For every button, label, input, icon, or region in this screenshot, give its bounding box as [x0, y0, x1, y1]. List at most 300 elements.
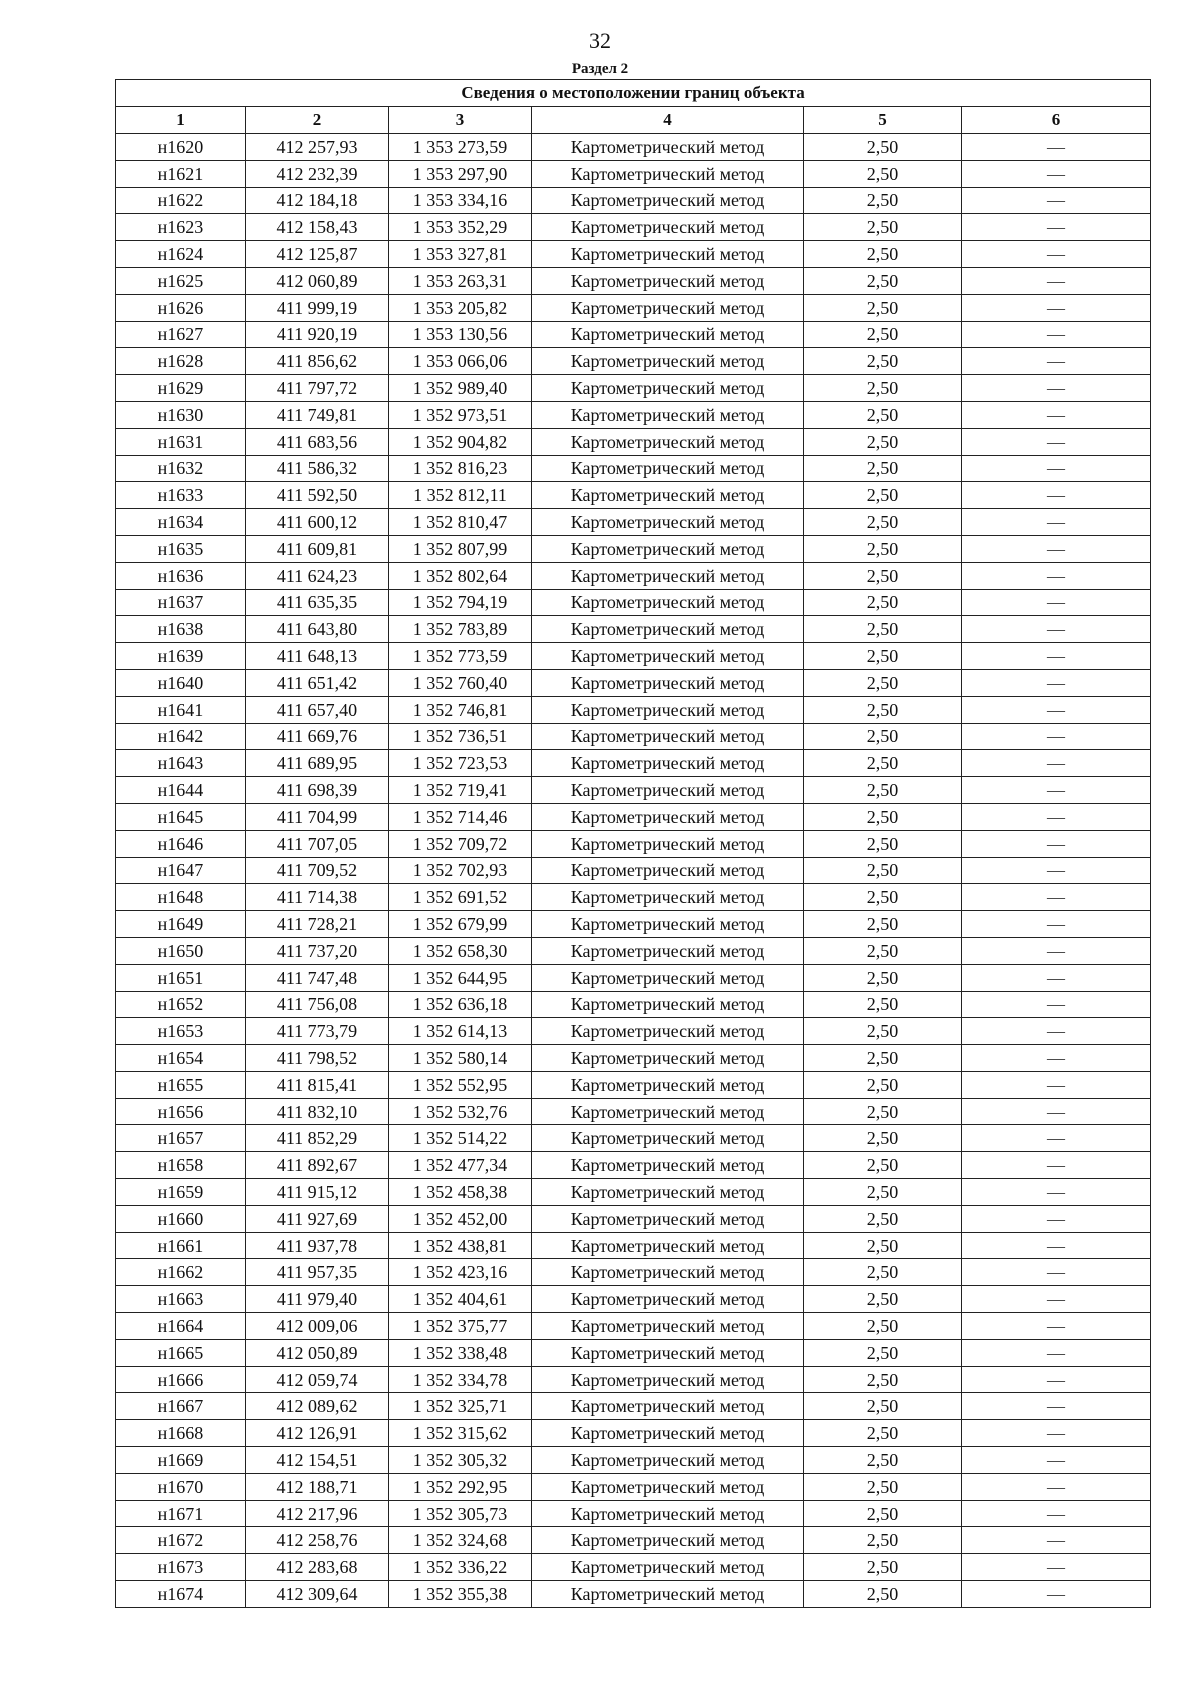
x-coordinate-cell: 411 749,81: [246, 401, 389, 428]
method-cell: Картометрический метод: [532, 1500, 804, 1527]
y-coordinate-cell: 1 353 352,29: [389, 214, 532, 241]
point-name-cell: н1666: [116, 1366, 246, 1393]
column-number: 6: [962, 107, 1151, 134]
accuracy-cell: 2,50: [804, 1473, 962, 1500]
point-name-cell: н1661: [116, 1232, 246, 1259]
y-coordinate-cell: 1 352 904,82: [389, 428, 532, 455]
method-cell: Картометрический метод: [532, 1152, 804, 1179]
x-coordinate-cell: 411 689,95: [246, 750, 389, 777]
x-coordinate-cell: 411 624,23: [246, 562, 389, 589]
method-cell: Картометрический метод: [532, 937, 804, 964]
table-row: [116, 964, 1151, 991]
y-coordinate-cell: 1 352 458,38: [389, 1179, 532, 1206]
table-row: [116, 160, 1151, 187]
column-number: 1: [116, 107, 246, 134]
description-cell: —: [962, 911, 1151, 938]
x-coordinate-cell: 411 586,32: [246, 455, 389, 482]
description-cell: —: [962, 134, 1151, 161]
method-cell: Картометрический метод: [532, 857, 804, 884]
accuracy-cell: 2,50: [804, 1366, 962, 1393]
point-name-cell: н1623: [116, 214, 246, 241]
description-cell: —: [962, 375, 1151, 402]
point-name-cell: н1640: [116, 669, 246, 696]
x-coordinate-cell: 411 920,19: [246, 321, 389, 348]
method-cell: Картометрический метод: [532, 1420, 804, 1447]
table-row: [116, 723, 1151, 750]
point-name-cell: н1673: [116, 1554, 246, 1581]
y-coordinate-cell: 1 352 477,34: [389, 1152, 532, 1179]
x-coordinate-cell: 411 999,19: [246, 294, 389, 321]
method-cell: Картометрический метод: [532, 911, 804, 938]
method-cell: Картометрический метод: [532, 616, 804, 643]
point-name-cell: н1631: [116, 428, 246, 455]
page-number: 32: [589, 28, 611, 53]
table-row: [116, 669, 1151, 696]
x-coordinate-cell: 411 709,52: [246, 857, 389, 884]
point-name-cell: н1668: [116, 1420, 246, 1447]
description-cell: —: [962, 643, 1151, 670]
description-cell: —: [962, 482, 1151, 509]
y-coordinate-cell: 1 352 305,32: [389, 1447, 532, 1474]
accuracy-cell: 2,50: [804, 589, 962, 616]
point-name-cell: н1658: [116, 1152, 246, 1179]
method-cell: Картометрический метод: [532, 241, 804, 268]
x-coordinate-cell: 411 728,21: [246, 911, 389, 938]
y-coordinate-cell: 1 352 973,51: [389, 401, 532, 428]
description-cell: —: [962, 1581, 1151, 1608]
accuracy-cell: 2,50: [804, 160, 962, 187]
table-row: [116, 241, 1151, 268]
y-coordinate-cell: 1 352 552,95: [389, 1071, 532, 1098]
accuracy-cell: 2,50: [804, 857, 962, 884]
x-coordinate-cell: 411 937,78: [246, 1232, 389, 1259]
accuracy-cell: 2,50: [804, 1447, 962, 1474]
accuracy-cell: 2,50: [804, 884, 962, 911]
accuracy-cell: 2,50: [804, 187, 962, 214]
accuracy-cell: 2,50: [804, 669, 962, 696]
table-row: [116, 1205, 1151, 1232]
description-cell: —: [962, 535, 1151, 562]
method-cell: Картометрический метод: [532, 669, 804, 696]
y-coordinate-cell: 1 352 292,95: [389, 1473, 532, 1500]
x-coordinate-cell: 412 060,89: [246, 267, 389, 294]
description-cell: —: [962, 696, 1151, 723]
point-name-cell: н1625: [116, 267, 246, 294]
description-cell: —: [962, 830, 1151, 857]
method-cell: Картометрический метод: [532, 348, 804, 375]
point-name-cell: н1636: [116, 562, 246, 589]
table-row: [116, 1447, 1151, 1474]
table-row: [116, 1232, 1151, 1259]
table-row: [116, 1527, 1151, 1554]
y-coordinate-cell: 1 352 736,51: [389, 723, 532, 750]
point-name-cell: н1648: [116, 884, 246, 911]
point-name-cell: н1630: [116, 401, 246, 428]
y-coordinate-cell: 1 353 334,16: [389, 187, 532, 214]
table-row: [116, 1045, 1151, 1072]
description-cell: —: [962, 1500, 1151, 1527]
method-cell: Картометрический метод: [532, 509, 804, 536]
y-coordinate-cell: 1 352 783,89: [389, 616, 532, 643]
point-name-cell: н1633: [116, 482, 246, 509]
x-coordinate-cell: 412 283,68: [246, 1554, 389, 1581]
table-row: [116, 911, 1151, 938]
y-coordinate-cell: 1 352 375,77: [389, 1313, 532, 1340]
accuracy-cell: 2,50: [804, 1527, 962, 1554]
point-name-cell: н1655: [116, 1071, 246, 1098]
method-cell: Картометрический метод: [532, 723, 804, 750]
table-row: [116, 1554, 1151, 1581]
y-coordinate-cell: 1 352 989,40: [389, 375, 532, 402]
method-cell: Картометрический метод: [532, 1581, 804, 1608]
x-coordinate-cell: 411 747,48: [246, 964, 389, 991]
accuracy-cell: 2,50: [804, 1045, 962, 1072]
method-cell: Картометрический метод: [532, 830, 804, 857]
point-name-cell: н1663: [116, 1286, 246, 1313]
description-cell: —: [962, 455, 1151, 482]
description-cell: —: [962, 401, 1151, 428]
y-coordinate-cell: 1 353 205,82: [389, 294, 532, 321]
description-cell: —: [962, 321, 1151, 348]
point-name-cell: н1659: [116, 1179, 246, 1206]
table-row: [116, 455, 1151, 482]
method-cell: Картометрический метод: [532, 1473, 804, 1500]
description-cell: —: [962, 1313, 1151, 1340]
point-name-cell: н1632: [116, 455, 246, 482]
accuracy-cell: 2,50: [804, 455, 962, 482]
accuracy-cell: 2,50: [804, 911, 962, 938]
y-coordinate-cell: 1 352 532,76: [389, 1098, 532, 1125]
y-coordinate-cell: 1 352 702,93: [389, 857, 532, 884]
table-row: [116, 937, 1151, 964]
method-cell: Картометрический метод: [532, 535, 804, 562]
table-row: [116, 509, 1151, 536]
table-row: [116, 777, 1151, 804]
point-name-cell: н1670: [116, 1473, 246, 1500]
x-coordinate-cell: 411 852,29: [246, 1125, 389, 1152]
method-cell: Картометрический метод: [532, 321, 804, 348]
description-cell: —: [962, 1018, 1151, 1045]
x-coordinate-cell: 412 125,87: [246, 241, 389, 268]
y-coordinate-cell: 1 353 066,06: [389, 348, 532, 375]
x-coordinate-cell: 411 698,39: [246, 777, 389, 804]
description-cell: —: [962, 1366, 1151, 1393]
table-row: [116, 1581, 1151, 1608]
point-name-cell: н1656: [116, 1098, 246, 1125]
accuracy-cell: 2,50: [804, 616, 962, 643]
table-row: [116, 1018, 1151, 1045]
description-cell: —: [962, 1179, 1151, 1206]
table-row: [116, 1473, 1151, 1500]
point-name-cell: н1626: [116, 294, 246, 321]
accuracy-cell: 2,50: [804, 991, 962, 1018]
y-coordinate-cell: 1 352 816,23: [389, 455, 532, 482]
y-coordinate-cell: 1 352 338,48: [389, 1339, 532, 1366]
point-name-cell: н1662: [116, 1259, 246, 1286]
method-cell: Картометрический метод: [532, 294, 804, 321]
table-caption: Сведения о местоположении границ объекта: [116, 80, 1151, 107]
description-cell: —: [962, 562, 1151, 589]
table-row: [116, 1366, 1151, 1393]
accuracy-cell: 2,50: [804, 401, 962, 428]
table-row: [116, 214, 1151, 241]
method-cell: Картометрический метод: [532, 1554, 804, 1581]
x-coordinate-cell: 411 635,35: [246, 589, 389, 616]
section-title: Раздел 2: [571, 61, 629, 77]
x-coordinate-cell: 411 600,12: [246, 509, 389, 536]
table-row: [116, 187, 1151, 214]
x-coordinate-cell: 411 832,10: [246, 1098, 389, 1125]
accuracy-cell: 2,50: [804, 294, 962, 321]
point-name-cell: н1653: [116, 1018, 246, 1045]
y-coordinate-cell: 1 352 773,59: [389, 643, 532, 670]
point-name-cell: н1671: [116, 1500, 246, 1527]
method-cell: Картометрический метод: [532, 1125, 804, 1152]
table-row: [116, 1098, 1151, 1125]
table-row: [116, 134, 1151, 161]
method-cell: Картометрический метод: [532, 187, 804, 214]
table-row: [116, 803, 1151, 830]
table-row: [116, 267, 1151, 294]
column-number: 3: [389, 107, 532, 134]
method-cell: Картометрический метод: [532, 696, 804, 723]
y-coordinate-cell: 1 352 452,00: [389, 1205, 532, 1232]
table-row: [116, 401, 1151, 428]
accuracy-cell: 2,50: [804, 1098, 962, 1125]
method-cell: Картометрический метод: [532, 991, 804, 1018]
description-cell: —: [962, 1071, 1151, 1098]
x-coordinate-cell: 411 609,81: [246, 535, 389, 562]
x-coordinate-cell: 412 232,39: [246, 160, 389, 187]
method-cell: Картометрический метод: [532, 1179, 804, 1206]
y-coordinate-cell: 1 352 355,38: [389, 1581, 532, 1608]
table-row: [116, 750, 1151, 777]
table-row: [116, 535, 1151, 562]
point-name-cell: н1665: [116, 1339, 246, 1366]
point-name-cell: н1644: [116, 777, 246, 804]
description-cell: —: [962, 857, 1151, 884]
y-coordinate-cell: 1 352 794,19: [389, 589, 532, 616]
description-cell: —: [962, 1232, 1151, 1259]
description-cell: —: [962, 884, 1151, 911]
y-coordinate-cell: 1 352 438,81: [389, 1232, 532, 1259]
point-name-cell: н1620: [116, 134, 246, 161]
table-row: [116, 482, 1151, 509]
x-coordinate-cell: 411 815,41: [246, 1071, 389, 1098]
method-cell: Картометрический метод: [532, 1018, 804, 1045]
table-row: [116, 321, 1151, 348]
y-coordinate-cell: 1 352 636,18: [389, 991, 532, 1018]
point-name-cell: н1624: [116, 241, 246, 268]
y-coordinate-cell: 1 352 658,30: [389, 937, 532, 964]
y-coordinate-cell: 1 353 273,59: [389, 134, 532, 161]
x-coordinate-cell: 412 154,51: [246, 1447, 389, 1474]
method-cell: Картометрический метод: [532, 777, 804, 804]
method-cell: Картометрический метод: [532, 455, 804, 482]
x-coordinate-cell: 411 714,38: [246, 884, 389, 911]
point-name-cell: н1635: [116, 535, 246, 562]
accuracy-cell: 2,50: [804, 830, 962, 857]
point-name-cell: н1641: [116, 696, 246, 723]
description-cell: —: [962, 1447, 1151, 1474]
accuracy-cell: 2,50: [804, 643, 962, 670]
point-name-cell: н1637: [116, 589, 246, 616]
point-name-cell: н1669: [116, 1447, 246, 1474]
description-cell: —: [962, 777, 1151, 804]
method-cell: Картометрический метод: [532, 1232, 804, 1259]
accuracy-cell: 2,50: [804, 267, 962, 294]
x-coordinate-cell: 411 797,72: [246, 375, 389, 402]
point-name-cell: н1642: [116, 723, 246, 750]
description-cell: —: [962, 509, 1151, 536]
method-cell: Картометрический метод: [532, 1527, 804, 1554]
table-row: [116, 830, 1151, 857]
table-row: [116, 1393, 1151, 1420]
accuracy-cell: 2,50: [804, 134, 962, 161]
point-name-cell: н1629: [116, 375, 246, 402]
accuracy-cell: 2,50: [804, 1286, 962, 1313]
x-coordinate-cell: 411 643,80: [246, 616, 389, 643]
method-cell: Картометрический метод: [532, 1447, 804, 1474]
table-row: [116, 616, 1151, 643]
method-cell: Картометрический метод: [532, 643, 804, 670]
boundary-points-table: [115, 79, 1151, 1608]
table-row: [116, 991, 1151, 1018]
table-row: [116, 1313, 1151, 1340]
method-cell: Картометрический метод: [532, 428, 804, 455]
y-coordinate-cell: 1 352 723,53: [389, 750, 532, 777]
method-cell: Картометрический метод: [532, 375, 804, 402]
y-coordinate-cell: 1 353 263,31: [389, 267, 532, 294]
table-row: [116, 1179, 1151, 1206]
x-coordinate-cell: 411 657,40: [246, 696, 389, 723]
point-name-cell: н1654: [116, 1045, 246, 1072]
method-cell: Картометрический метод: [532, 1071, 804, 1098]
point-name-cell: н1657: [116, 1125, 246, 1152]
column-number: 2: [246, 107, 389, 134]
accuracy-cell: 2,50: [804, 1339, 962, 1366]
accuracy-cell: 2,50: [804, 562, 962, 589]
description-cell: —: [962, 428, 1151, 455]
x-coordinate-cell: 412 309,64: [246, 1581, 389, 1608]
description-cell: —: [962, 750, 1151, 777]
x-coordinate-cell: 411 592,50: [246, 482, 389, 509]
y-coordinate-cell: 1 352 404,61: [389, 1286, 532, 1313]
y-coordinate-cell: 1 352 644,95: [389, 964, 532, 991]
accuracy-cell: 2,50: [804, 535, 962, 562]
description-cell: —: [962, 1205, 1151, 1232]
x-coordinate-cell: 411 856,62: [246, 348, 389, 375]
description-cell: —: [962, 1259, 1151, 1286]
x-coordinate-cell: 411 704,99: [246, 803, 389, 830]
point-name-cell: н1647: [116, 857, 246, 884]
y-coordinate-cell: 1 352 719,41: [389, 777, 532, 804]
y-coordinate-cell: 1 352 810,47: [389, 509, 532, 536]
x-coordinate-cell: 412 158,43: [246, 214, 389, 241]
accuracy-cell: 2,50: [804, 1232, 962, 1259]
description-cell: —: [962, 1527, 1151, 1554]
table-caption-row: [116, 80, 1151, 107]
x-coordinate-cell: 412 059,74: [246, 1366, 389, 1393]
point-name-cell: н1645: [116, 803, 246, 830]
column-number: 4: [532, 107, 804, 134]
accuracy-cell: 2,50: [804, 428, 962, 455]
method-cell: Картометрический метод: [532, 589, 804, 616]
description-cell: —: [962, 669, 1151, 696]
x-coordinate-cell: 411 737,20: [246, 937, 389, 964]
description-cell: —: [962, 267, 1151, 294]
accuracy-cell: 2,50: [804, 1313, 962, 1340]
table-row: [116, 348, 1151, 375]
y-coordinate-cell: 1 352 802,64: [389, 562, 532, 589]
description-cell: —: [962, 1420, 1151, 1447]
method-cell: Картометрический метод: [532, 1339, 804, 1366]
point-name-cell: н1646: [116, 830, 246, 857]
point-name-cell: н1649: [116, 911, 246, 938]
method-cell: Картометрический метод: [532, 884, 804, 911]
point-name-cell: н1652: [116, 991, 246, 1018]
method-cell: Картометрический метод: [532, 1205, 804, 1232]
x-coordinate-cell: 411 957,35: [246, 1259, 389, 1286]
x-coordinate-cell: 411 798,52: [246, 1045, 389, 1072]
table-row: [116, 428, 1151, 455]
table-row: [116, 1259, 1151, 1286]
description-cell: —: [962, 589, 1151, 616]
description-cell: —: [962, 160, 1151, 187]
description-cell: —: [962, 1045, 1151, 1072]
accuracy-cell: 2,50: [804, 1581, 962, 1608]
y-coordinate-cell: 1 352 709,72: [389, 830, 532, 857]
column-number: 5: [804, 107, 962, 134]
y-coordinate-cell: 1 352 315,62: [389, 1420, 532, 1447]
accuracy-cell: 2,50: [804, 1554, 962, 1581]
accuracy-cell: 2,50: [804, 777, 962, 804]
method-cell: Картометрический метод: [532, 964, 804, 991]
accuracy-cell: 2,50: [804, 1125, 962, 1152]
method-cell: Картометрический метод: [532, 1098, 804, 1125]
point-name-cell: н1667: [116, 1393, 246, 1420]
description-cell: —: [962, 803, 1151, 830]
table-row: [116, 696, 1151, 723]
description-cell: —: [962, 1339, 1151, 1366]
y-coordinate-cell: 1 353 327,81: [389, 241, 532, 268]
description-cell: —: [962, 1393, 1151, 1420]
description-cell: —: [962, 1098, 1151, 1125]
table-row: [116, 1125, 1151, 1152]
method-cell: Картометрический метод: [532, 134, 804, 161]
x-coordinate-cell: 412 050,89: [246, 1339, 389, 1366]
y-coordinate-cell: 1 352 334,78: [389, 1366, 532, 1393]
accuracy-cell: 2,50: [804, 1152, 962, 1179]
accuracy-cell: 2,50: [804, 937, 962, 964]
accuracy-cell: 2,50: [804, 321, 962, 348]
y-coordinate-cell: 1 352 580,14: [389, 1045, 532, 1072]
y-coordinate-cell: 1 352 714,46: [389, 803, 532, 830]
y-coordinate-cell: 1 352 614,13: [389, 1018, 532, 1045]
accuracy-cell: 2,50: [804, 375, 962, 402]
method-cell: Картометрический метод: [532, 214, 804, 241]
accuracy-cell: 2,50: [804, 348, 962, 375]
y-coordinate-cell: 1 353 297,90: [389, 160, 532, 187]
accuracy-cell: 2,50: [804, 509, 962, 536]
accuracy-cell: 2,50: [804, 1179, 962, 1206]
x-coordinate-cell: 412 217,96: [246, 1500, 389, 1527]
accuracy-cell: 2,50: [804, 1071, 962, 1098]
description-cell: —: [962, 964, 1151, 991]
description-cell: —: [962, 214, 1151, 241]
point-name-cell: н1638: [116, 616, 246, 643]
y-coordinate-cell: 1 352 514,22: [389, 1125, 532, 1152]
